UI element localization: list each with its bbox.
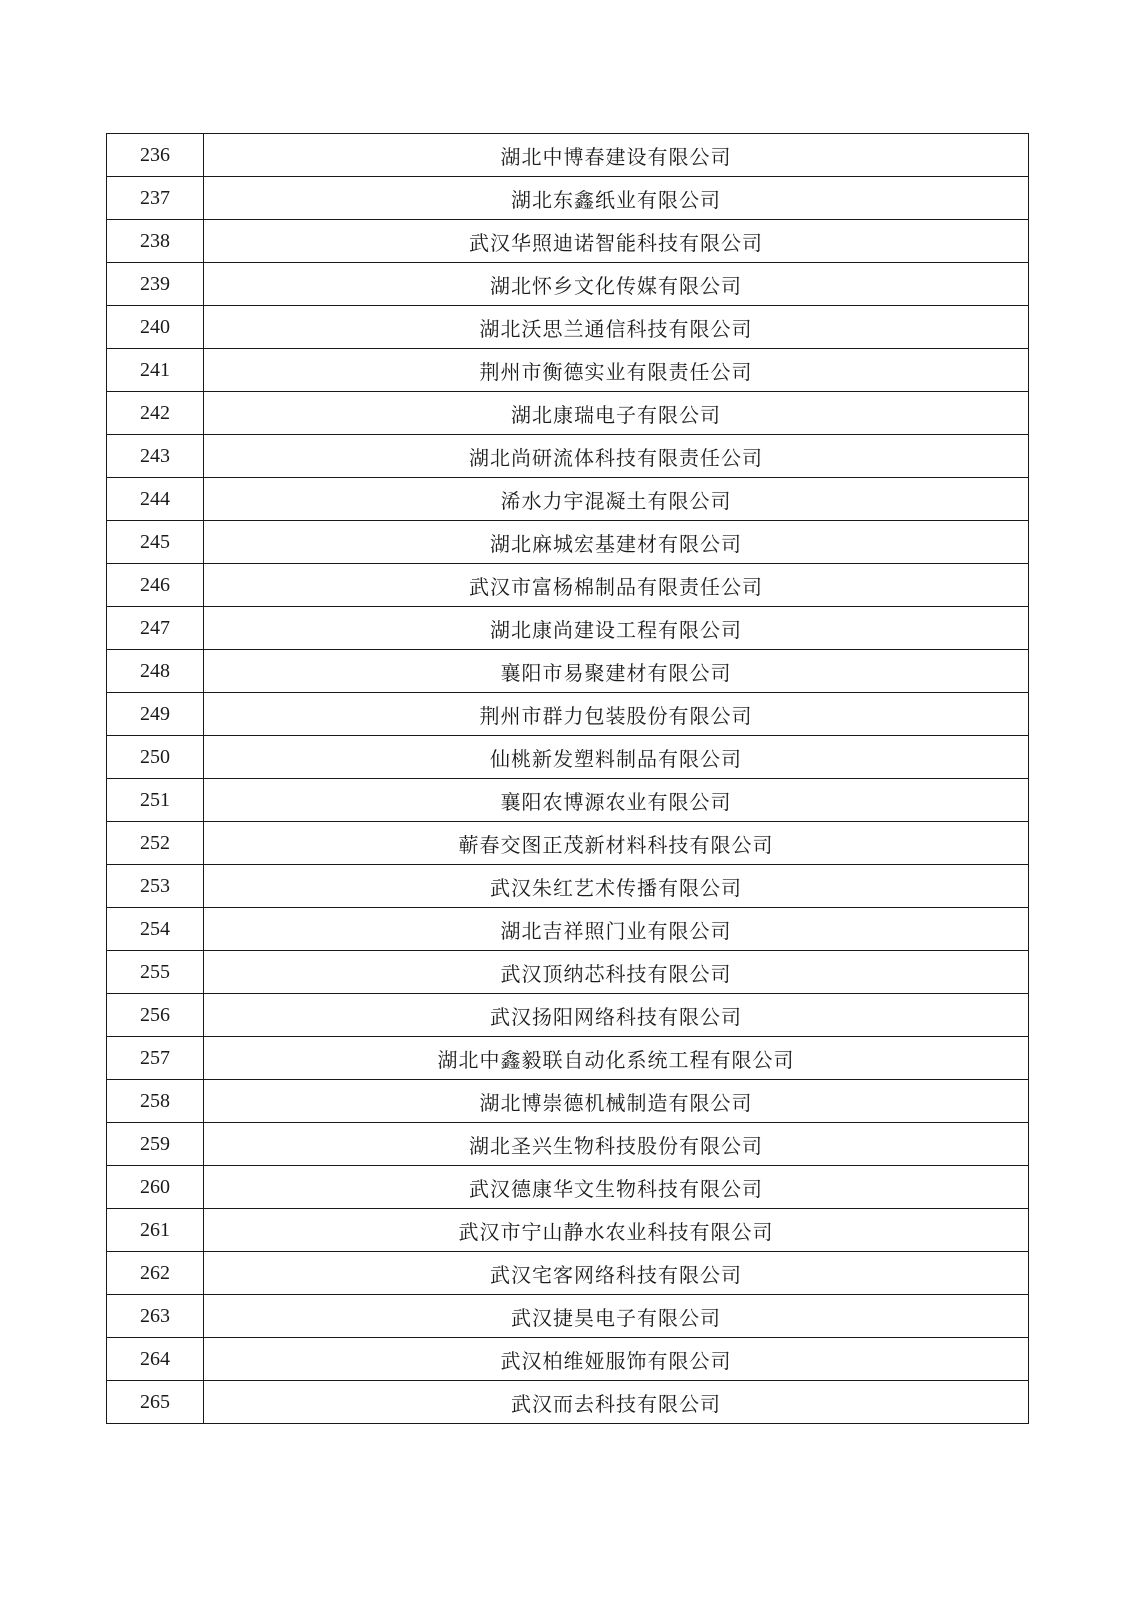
company-list-table (106, 133, 1029, 1424)
table-row (107, 1381, 1029, 1424)
table-row (107, 220, 1029, 263)
company-name-cell: 武汉德康华文生物科技有限公司 (204, 1166, 1029, 1209)
table-row (107, 1338, 1029, 1381)
table-row (107, 564, 1029, 607)
row-number-cell: 245 (107, 521, 204, 564)
table-row (107, 951, 1029, 994)
table-row (107, 1209, 1029, 1252)
table-row (107, 435, 1029, 478)
company-name-cell: 武汉捷昊电子有限公司 (204, 1295, 1029, 1338)
row-number-cell: 265 (107, 1381, 204, 1424)
company-name-cell: 武汉华照迪诺智能科技有限公司 (204, 220, 1029, 263)
row-number-cell: 237 (107, 177, 204, 220)
row-number-cell: 247 (107, 607, 204, 650)
table-row (107, 1080, 1029, 1123)
table-row (107, 994, 1029, 1037)
company-name-cell: 荆州市衡德实业有限责任公司 (204, 349, 1029, 392)
row-number-cell: 243 (107, 435, 204, 478)
table-row (107, 392, 1029, 435)
row-number-cell: 236 (107, 134, 204, 177)
company-name-cell: 蕲春交图正茂新材料科技有限公司 (204, 822, 1029, 865)
row-number-cell: 241 (107, 349, 204, 392)
company-name-cell: 襄阳市易聚建材有限公司 (204, 650, 1029, 693)
table-row (107, 1123, 1029, 1166)
company-name-cell: 武汉市富杨棉制品有限责任公司 (204, 564, 1029, 607)
table-row (107, 650, 1029, 693)
table-row (107, 607, 1029, 650)
table-row (107, 865, 1029, 908)
company-name-cell: 武汉扬阳网络科技有限公司 (204, 994, 1029, 1037)
table-row (107, 1295, 1029, 1338)
row-number-cell: 239 (107, 263, 204, 306)
table-row (107, 779, 1029, 822)
table-row (107, 349, 1029, 392)
company-name-cell: 浠水力宇混凝土有限公司 (204, 478, 1029, 521)
table-row (107, 822, 1029, 865)
table-row (107, 1037, 1029, 1080)
company-name-cell: 武汉顶纳芯科技有限公司 (204, 951, 1029, 994)
company-name-cell: 湖北东鑫纸业有限公司 (204, 177, 1029, 220)
table-row (107, 134, 1029, 177)
company-list-body (107, 134, 1029, 1424)
table-row (107, 177, 1029, 220)
row-number-cell: 259 (107, 1123, 204, 1166)
company-name-cell: 武汉朱红艺术传播有限公司 (204, 865, 1029, 908)
company-name-cell: 湖北康瑞电子有限公司 (204, 392, 1029, 435)
table-row (107, 1166, 1029, 1209)
company-name-cell: 湖北怀乡文化传媒有限公司 (204, 263, 1029, 306)
table-row (107, 908, 1029, 951)
row-number-cell: 253 (107, 865, 204, 908)
row-number-cell: 256 (107, 994, 204, 1037)
company-name-cell: 湖北沃思兰通信科技有限公司 (204, 306, 1029, 349)
company-name-cell: 湖北麻城宏基建材有限公司 (204, 521, 1029, 564)
company-name-cell: 荆州市群力包装股份有限公司 (204, 693, 1029, 736)
row-number-cell: 249 (107, 693, 204, 736)
company-name-cell: 湖北尚研流体科技有限责任公司 (204, 435, 1029, 478)
row-number-cell: 242 (107, 392, 204, 435)
row-number-cell: 257 (107, 1037, 204, 1080)
company-name-cell: 武汉市宁山静水农业科技有限公司 (204, 1209, 1029, 1252)
row-number-cell: 263 (107, 1295, 204, 1338)
company-name-cell: 仙桃新发塑料制品有限公司 (204, 736, 1029, 779)
table-row (107, 478, 1029, 521)
table-row (107, 1252, 1029, 1295)
row-number-cell: 262 (107, 1252, 204, 1295)
row-number-cell: 250 (107, 736, 204, 779)
company-name-cell: 湖北博崇德机械制造有限公司 (204, 1080, 1029, 1123)
row-number-cell: 248 (107, 650, 204, 693)
company-name-cell: 武汉宅客网络科技有限公司 (204, 1252, 1029, 1295)
company-name-cell: 湖北中鑫毅联自动化系统工程有限公司 (204, 1037, 1029, 1080)
row-number-cell: 261 (107, 1209, 204, 1252)
row-number-cell: 252 (107, 822, 204, 865)
table-row (107, 306, 1029, 349)
row-number-cell: 240 (107, 306, 204, 349)
row-number-cell: 255 (107, 951, 204, 994)
row-number-cell: 258 (107, 1080, 204, 1123)
row-number-cell: 254 (107, 908, 204, 951)
row-number-cell: 246 (107, 564, 204, 607)
company-name-cell: 湖北康尚建设工程有限公司 (204, 607, 1029, 650)
company-name-cell: 武汉而去科技有限公司 (204, 1381, 1029, 1424)
company-name-cell: 湖北中博春建设有限公司 (204, 134, 1029, 177)
company-name-cell: 湖北圣兴生物科技股份有限公司 (204, 1123, 1029, 1166)
table-row (107, 736, 1029, 779)
row-number-cell: 244 (107, 478, 204, 521)
company-name-cell: 武汉柏维娅服饰有限公司 (204, 1338, 1029, 1381)
row-number-cell: 251 (107, 779, 204, 822)
table-row (107, 521, 1029, 564)
row-number-cell: 238 (107, 220, 204, 263)
company-name-cell: 襄阳农博源农业有限公司 (204, 779, 1029, 822)
company-name-cell: 湖北吉祥照门业有限公司 (204, 908, 1029, 951)
row-number-cell: 264 (107, 1338, 204, 1381)
table-row (107, 693, 1029, 736)
table-row (107, 263, 1029, 306)
row-number-cell: 260 (107, 1166, 204, 1209)
